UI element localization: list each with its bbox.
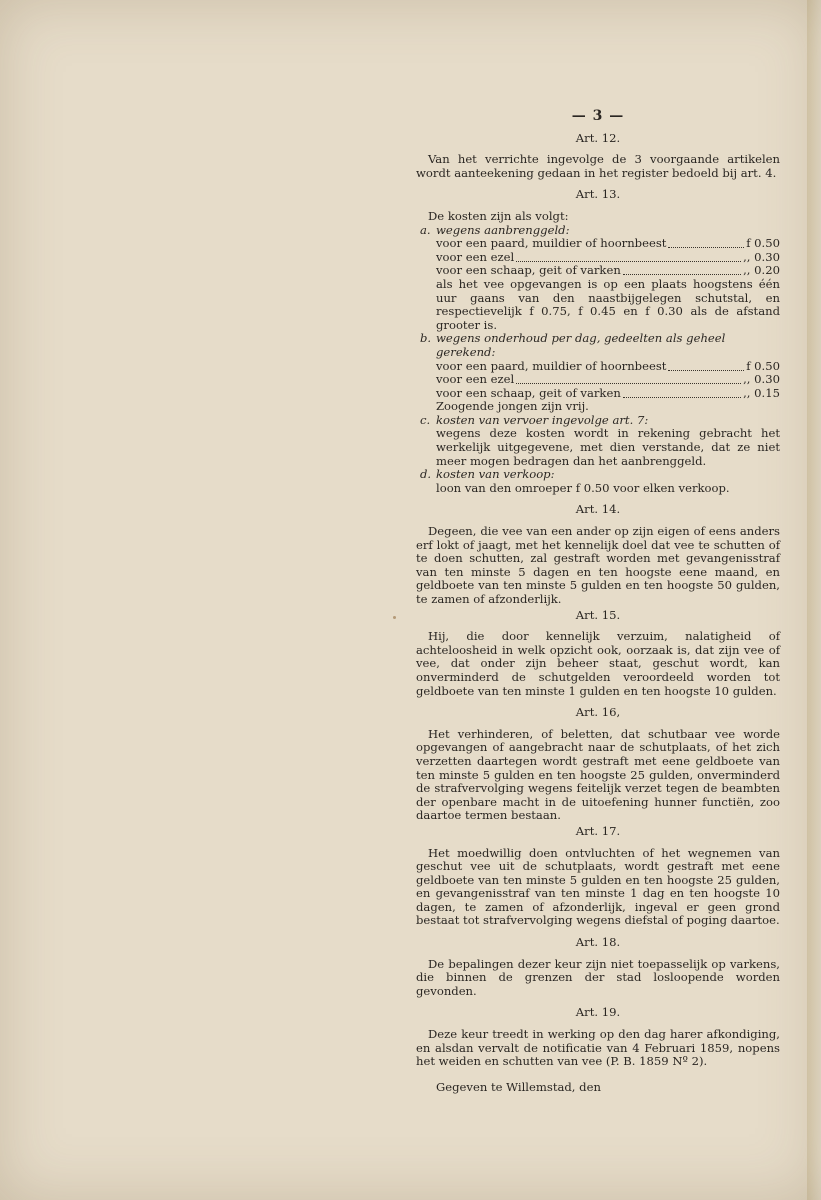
article-13-intro: De kosten zijn als volgt:: [428, 208, 569, 223]
fee-line: [416, 373, 780, 387]
fee-label: voor een ezel: [436, 249, 515, 264]
article-17-heading: Art. 17.: [575, 823, 621, 838]
page-edge-strip: [807, 0, 821, 1200]
article-12-text: Van het verrichte ingevolge de 3 voorgaande artikelen wordt aanteekening gedaan in het register bedoeld bij art. 4.: [416, 152, 780, 180]
item-letter: d.: [420, 467, 432, 482]
fee-label: voor een ezel: [436, 372, 515, 387]
fee-line: [416, 237, 780, 251]
item-letter: b.: [420, 331, 432, 346]
leader-dots: [623, 387, 741, 398]
article-16-heading: Art. 16,: [575, 705, 621, 720]
fee-label: voor een schaap, geit of varken: [436, 263, 621, 278]
leader-dots: [516, 373, 741, 384]
fee-label: voor een paard, muildier of hoornbeest: [436, 358, 667, 373]
article-14-heading: Art. 14.: [575, 502, 621, 517]
leader-dots: [668, 237, 744, 248]
article-18-heading: Art. 18.: [575, 935, 621, 950]
article-17-text: Het moedwillig doen ontvluchten of het wegnemen van geschut vee uit de schutplaats, wordt gestraft met eene geldboete van ten minste 5 gulden en ten hoogste 25 gulden, en gevangenisstraf van ten minste 1 dag en ten hoogste 10 dagen, te zamen of afzonderlijk, ingeval er geen grond bestaat tot strafvervolging wegens diefstal of poging daartoe.: [416, 845, 780, 928]
leader-dots: [516, 251, 741, 262]
fee-amount: f 0.50: [746, 358, 780, 373]
article-16-text: Het verhinderen, of beletten, dat schutbaar vee worde opgevangen of aangebracht naar de schutplaats, of het zich verzetten daartegen wordt gestraft met eene geldboete van ten minste 5 gulden en ten hoogste 25 gulden, onverminderd de strafvervolging wegens feitelijk verzet tegen de beambten der openbare macht in de uitoefening hunner functiën, zoo daartoe termen bestaan.: [416, 726, 780, 823]
article-19-text: Deze keur treedt in werking op den dag harer afkondiging, en alsdan vervalt de notificatie van 4 Februari 1859, nopens het weiden en schutten van vee (P. B. 1859 Nº 2).: [416, 1027, 780, 1069]
fee-amount: f 0.50: [746, 236, 780, 251]
paper-speck: [393, 616, 396, 619]
article-18-text: De bepalingen dezer keur zijn niet toepasselijk op varkens, die binnen de grenzen der stad losloopende worden gevonden.: [416, 956, 780, 998]
item-letter: a.: [420, 222, 431, 237]
article-15-heading: Art. 15.: [575, 607, 621, 622]
item-heading: wegens onderhoud per dag, gedeelten als geheel gerekend:: [436, 331, 726, 359]
fee-label: voor een schaap, geit of varken: [436, 385, 621, 400]
item-c-text: wegens deze kosten wordt in rekening gebracht het werkelijk uitgegevene, met dien verstande, dat ze niet meer mogen bedragen dan het aanbrenggeld.: [436, 426, 780, 468]
item-heading: kosten van vervoer ingevolge art. 7:: [436, 412, 649, 427]
closing-line: Gegeven te Willemstad, den: [436, 1079, 601, 1094]
item-heading: kosten van verkoop:: [436, 467, 555, 482]
item-letter: c.: [420, 412, 431, 427]
fee-amount: ,, 0.20: [743, 263, 780, 278]
article-14-text: Degeen, die vee van een ander op zijn eigen of eens anders erf lokt of jaagt, met het kennelijk doel dat vee te schutten of te doen schutten, zal gestraft worden met gevangenisstraf van ten minste 5 dagen en ten hoogste eene maand, en geldboete van ten minste 5 gulden en ten hoogste 50 gulden, te zamen of afzonderlijk.: [416, 524, 780, 606]
fee-amount: ,, 0.30: [743, 249, 780, 264]
fee-line: [416, 251, 780, 265]
article-19-heading: Art. 19.: [575, 1005, 621, 1020]
article-13-item-b: [416, 332, 780, 359]
article-13-item-a: [416, 224, 780, 238]
fee-amount: ,, 0.15: [743, 385, 780, 400]
item-d-text: loon van den omroeper f 0.50 voor elken verkoop.: [436, 480, 730, 495]
fee-amount: ,, 0.30: [743, 372, 780, 387]
item-heading: wegens aanbrenggeld:: [436, 222, 570, 237]
item-b-note: Zoogende jongen zijn vrij.: [436, 399, 589, 414]
fee-line: [416, 264, 780, 278]
page-number: — 3 —: [571, 108, 625, 124]
item-a-note: als het vee opgevangen is op een plaats hoogstens één uur gaans van den naastbijgelegen schutstal, en respectievelijk f 0.75, f 0.45 en f 0.30 als de afstand grooter is.: [436, 276, 780, 332]
article-13-item-c: [416, 414, 780, 428]
article-12-heading: Art. 12.: [575, 130, 621, 145]
article-13-heading: Art. 13.: [575, 187, 621, 202]
leader-dots: [668, 360, 744, 371]
leader-dots: [623, 264, 741, 275]
fee-label: voor een paard, muildier of hoornbeest: [436, 236, 667, 251]
article-13-item-d: [416, 468, 780, 482]
article-15-text: Hij, die door kennelijk verzuim, nalatigheid of achteloosheid in welk opzicht ook, oorzaak is, dat zijn vee of vee, dat onder zijn beheer staat, geschut wordt, kan onverminderd de schutgelden veroordeeld worden tot geldboete van ten minste 1 gulden en ten hoogste 10 gulden.: [416, 629, 780, 698]
fee-line: [416, 387, 780, 401]
fee-line: [416, 360, 780, 374]
document-page: [416, 110, 780, 1094]
